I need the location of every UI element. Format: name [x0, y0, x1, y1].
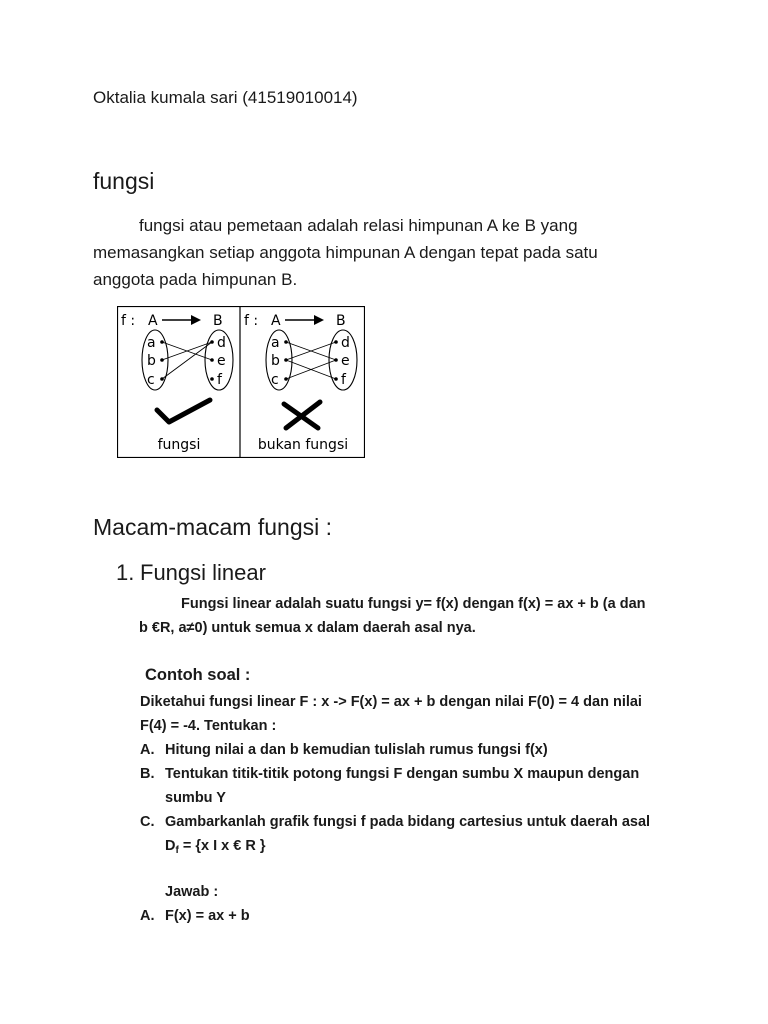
right-a-item-b: b — [271, 353, 280, 369]
left-b-item-e: e — [217, 353, 226, 369]
right-b-item-d: d — [341, 335, 350, 351]
option-c-label: C. — [140, 814, 155, 830]
option-a-text: Hitung nilai a dan b kemudian tulislah rumus fungsi f(x) — [165, 742, 548, 758]
soal-option-b — [140, 762, 700, 810]
caption-fungsi: fungsi — [157, 437, 201, 453]
right-b-item-e: e — [341, 353, 350, 369]
linear-definition-line-1 — [139, 592, 679, 616]
left-header-a: A — [148, 313, 158, 329]
answer-a — [140, 908, 250, 924]
heading-macam-fungsi: Macam-macam fungsi : — [93, 514, 333, 540]
item-number: 1. — [116, 560, 135, 585]
left-b-item-d: d — [217, 335, 226, 351]
option-c-text-2: $D_f = \{x$ I x € R } — [165, 838, 266, 856]
left-a-item-a: a — [147, 335, 156, 351]
fungsi-definition-line-1 — [93, 212, 693, 239]
right-b-item-f: f — [341, 372, 346, 388]
jawab-label: Jawab : — [165, 884, 219, 900]
answer-a-text: F(x) = ax + b — [165, 908, 250, 924]
fungsi-definition-line-2: memasangkan setiap anggota himpunan A dengan tepat pada satu — [93, 243, 598, 262]
soal-intro-line-1: Diketahui fungsi linear F : x -> F(x) = ax + b dengan nilai F(0) = 4 dan nilai — [140, 694, 642, 710]
fungsi-definition-text-1: fungsi atau pemetaan adalah relasi himpunan A ke B yang — [139, 216, 578, 235]
answer-a-label: A. — [140, 908, 155, 924]
caption-bukan-fungsi: bukan fungsi — [257, 437, 349, 453]
linear-definition-text-1: Fungsi linear adalah suatu fungsi y= f(x) dengan f(x) = ax + b (a dan — [181, 596, 646, 612]
fungsi-definition-line-3: anggota pada himpunan B. — [93, 270, 298, 289]
function-mapping-diagram — [117, 306, 365, 458]
option-c-text-1: Gambarkanlah grafik fungsi f pada bidang cartesius untuk daerah asal — [165, 814, 651, 830]
option-a-label: A. — [140, 742, 155, 758]
right-a-item-a: a — [271, 335, 280, 351]
right-header-f: f : — [244, 313, 259, 329]
left-header-f: f : — [121, 313, 136, 329]
soal-intro-line-2: F(4) = -4. Tentukan : — [140, 718, 277, 734]
left-header-b: B — [213, 313, 223, 329]
item-title: Fungsi linear — [140, 560, 266, 585]
left-b-item-f: f — [217, 372, 222, 388]
option-b-label: B. — [140, 766, 155, 782]
left-a-item-b: b — [147, 353, 156, 369]
soal-option-a — [140, 738, 700, 762]
heading-contoh-soal: Contoh soal : — [145, 666, 251, 684]
right-header-b: B — [336, 313, 346, 329]
right-header-a: A — [271, 313, 281, 329]
soal-option-c — [140, 810, 700, 863]
author-line: Oktalia kumala sari (41519010014) — [93, 88, 358, 107]
subheading-fungsi-linear — [116, 560, 266, 586]
right-a-item-c: c — [271, 372, 279, 388]
linear-definition-line-2: b €R, a≠0) untuk semua x dalam daerah asal nya. — [139, 620, 476, 636]
heading-fungsi: fungsi — [93, 168, 155, 194]
option-b-text-1: Tentukan titik-titik potong fungsi F dengan sumbu X maupun dengan — [165, 766, 640, 782]
option-b-text-2: sumbu Y — [165, 790, 226, 806]
left-a-item-c: c — [147, 372, 155, 388]
